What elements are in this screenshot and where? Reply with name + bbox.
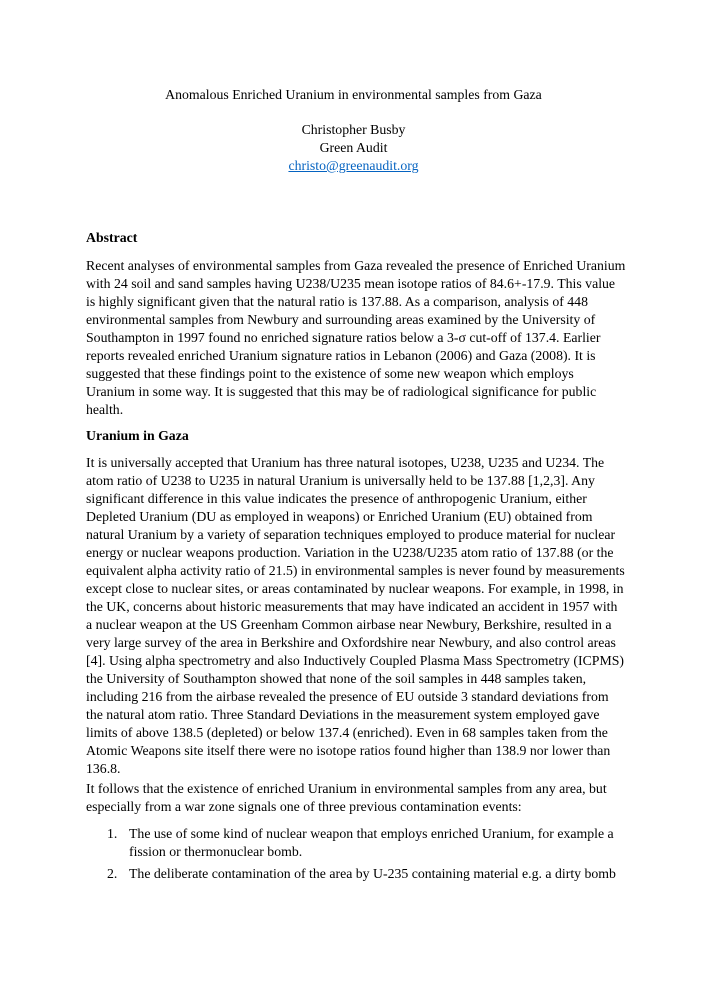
- list-item-number: 1.: [107, 826, 118, 841]
- list-item: [86, 865, 626, 883]
- author-email-line: [0, 157, 707, 175]
- section-paragraph-1: It is universally accepted that Uranium has three natural isotopes, U238, U235 and U234. The atom ratio of U238 to U235 in natural Uranium is universally held to be 137.88 [1,2,3]. Any significant difference in this value indicates the presence of anthropogenic Uranium, either Depleted Uranium (DU as employed in weapons) or Enriched Uranium (EU) obtained from natural Uranium by a variety of separation techniques employed to produce material for nuclear energy or nuclear weapons production. Variation in the U238/U235 atom ratio of 137.88 (or the equivalent alpha activity ratio of 21.5) in environmental samples is never found by measurements except close to nuclear sites, or areas contaminated by nuclear weapons. For example, in 1998, in the UK, concerns about historic measurements that may have indicated an accident in 1957 with a nuclear weapon at the US Greenham Common airbase near Newbury, Berkshire, resulted in a very large survey of the area in Berkshire and Oxfordshire near Newbury, and also control areas [4]. Using alpha spectrometry and also Inductively Coupled Plasma Mass Spectrometry (ICPMS) the University of Southampton showed that none of the soil samples in 448 samples taken, including 216 from the airbase revealed the presence of EU outside 3 standard deviations from the natural atom ratio. Three Standard Deviations in the measurement system employed gave limits of above 138.5 (depleted) or below 137.4 (enriched). Even in 68 samples taken from the Atomic Weapons site itself there were no isotope ratios found higher than 138.9 nor lower than 136.8.: [86, 455, 625, 776]
- section-heading-uranium-in-gaza: Uranium in Gaza: [86, 428, 189, 443]
- contamination-events-list: [86, 825, 626, 887]
- abstract-heading: Abstract: [86, 230, 138, 245]
- list-item-number: 2.: [107, 866, 118, 881]
- author-organization: Green Audit: [319, 140, 388, 155]
- list-item-text: The deliberate contamination of the area by U-235 containing material e.g. a dirty bomb: [129, 866, 616, 881]
- author-email-link[interactable]: christo@greenaudit.org: [288, 158, 419, 173]
- list-item-text: The use of some kind of nuclear weapon that employs enriched Uranium, for example a fission or thermonuclear bomb.: [129, 826, 614, 859]
- author-name: Christopher Busby: [301, 122, 406, 137]
- abstract-paragraph: Recent analyses of environmental samples from Gaza revealed the presence of Enriched Uranium with 24 soil and sand samples having U238/U235 mean isotope ratios of 84.6+-17.9. This value is highly significant given that the natural ratio is 137.88. As a comparison, analysis of 448 environmental samples from Newbury and surrounding areas examined by the University of Southampton in 1997 found no enriched signature ratios below a 3-σ cut-off of 137.4. Earlier reports revealed enriched Uranium signature ratios in Lebanon (2006) and Gaza (2008). It is suggested that these findings point to the existence of some new weapon which employs Uranium in some way. It is suggested that this may be of radiological significance for public health.: [86, 258, 626, 417]
- list-item: [86, 825, 626, 861]
- section-paragraph-2: It follows that the existence of enriched Uranium in environmental samples from any area, but especially from a war zone signals one of three previous contamination events:: [86, 781, 607, 814]
- paper-title: Anomalous Enriched Uranium in environmental samples from Gaza: [165, 87, 542, 102]
